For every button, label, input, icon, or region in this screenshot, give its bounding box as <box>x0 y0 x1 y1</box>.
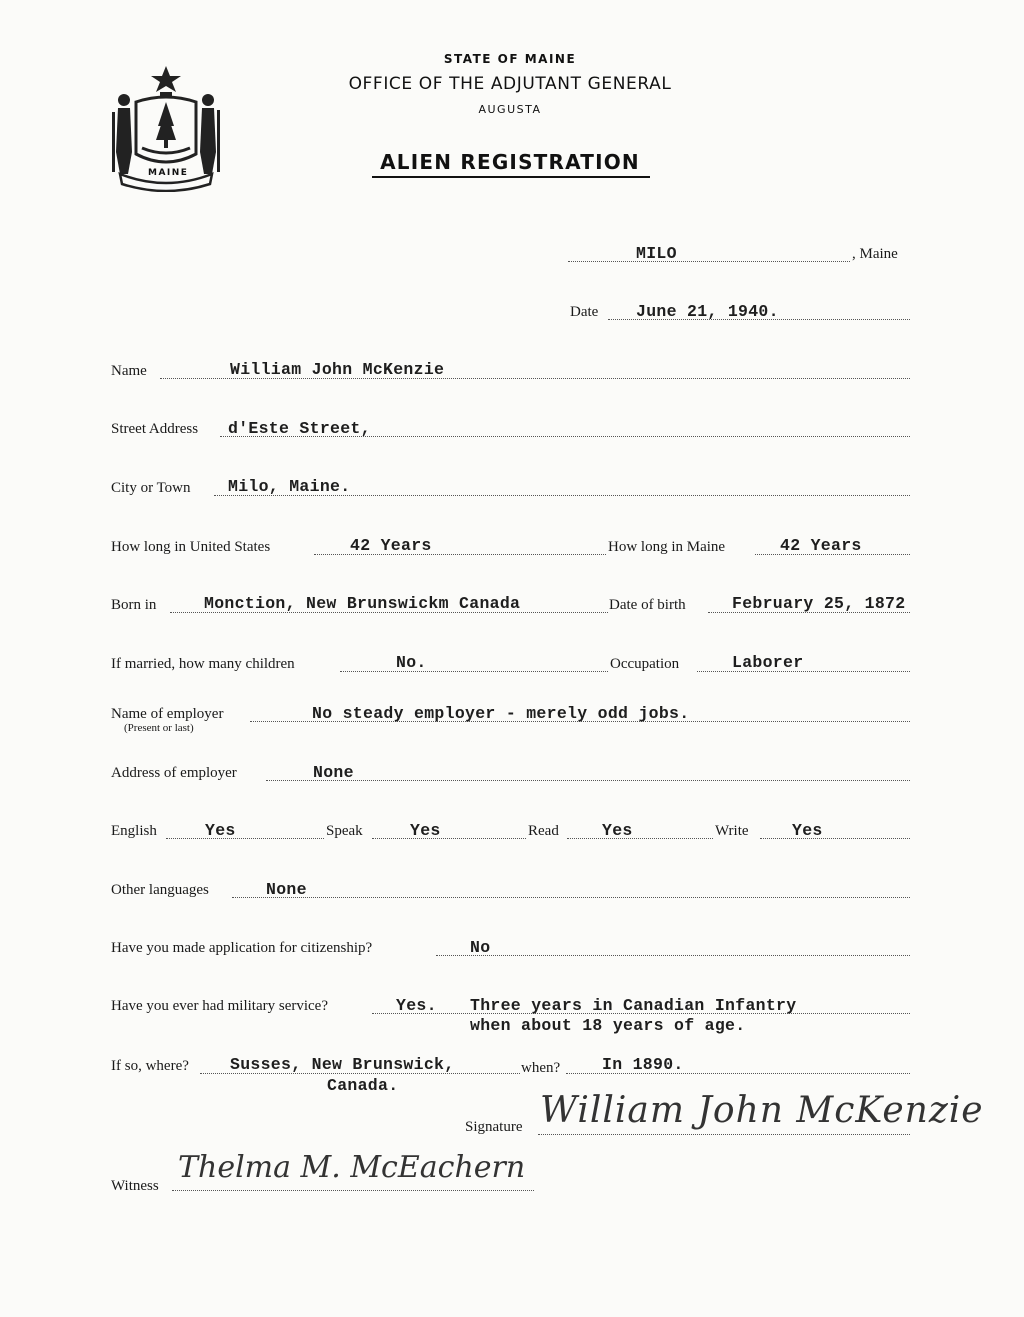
signature-label: Signature <box>465 1119 523 1135</box>
employer-sublabel: (Present or last) <box>124 722 194 734</box>
other-languages-value: None <box>266 880 307 899</box>
employer-address-value: None <box>313 763 354 782</box>
read-value: Yes <box>602 821 633 840</box>
write-label: Write <box>715 823 749 839</box>
witness-dots <box>172 1190 534 1191</box>
employer-address-label: Address of employer <box>111 765 237 781</box>
write-value: Yes <box>792 821 823 840</box>
read-dots <box>567 838 713 839</box>
office-heading: OFFICE OF THE ADJUTANT GENERAL <box>348 74 672 94</box>
other-languages-dots <box>232 897 910 898</box>
where-value-line2: Canada. <box>327 1076 399 1095</box>
city-label: City or Town <box>111 480 191 496</box>
dob-value: February 25, 1872 <box>732 594 906 613</box>
children-label: If married, how many children <box>111 656 295 672</box>
military-label: Have you ever had military service? <box>111 998 328 1014</box>
signature-value: William John McKenzie <box>540 1090 984 1131</box>
witness-value: Thelma M. McEachern <box>178 1150 526 1185</box>
signature-dots <box>538 1134 910 1135</box>
speak-label: Speak <box>326 823 363 839</box>
title-underline <box>372 176 650 178</box>
employer-address-dots <box>266 780 910 781</box>
when-label: when? <box>521 1060 561 1076</box>
city-heading: AUGUSTA <box>478 103 542 116</box>
where-value-line1: Susses, New Brunswick, <box>230 1055 455 1074</box>
born-value: Monction, New Brunswickm Canada <box>204 594 521 613</box>
us-value: 42 Years <box>350 536 432 555</box>
other-languages-label: Other languages <box>111 882 209 898</box>
street-value: d'Este Street, <box>228 419 371 438</box>
citizenship-dots <box>436 955 910 956</box>
town-dots <box>568 261 850 262</box>
occupation-dots <box>697 671 910 672</box>
date-label: Date <box>570 304 599 320</box>
form-title: ALIEN REGISTRATION <box>380 150 640 174</box>
write-dots <box>760 838 910 839</box>
children-value: No. <box>396 653 427 672</box>
seal-scroll-text: MAINE <box>148 168 189 178</box>
english-label: English <box>111 823 157 839</box>
when-value: In 1890. <box>602 1055 684 1074</box>
town-value: MILO <box>636 244 677 263</box>
us-label: How long in United States <box>111 539 271 555</box>
military-detail-line1: Three years in Canadian Infantry <box>470 996 797 1015</box>
where-label: If so, where? <box>111 1058 189 1074</box>
date-value: June 21, 1940. <box>636 302 779 321</box>
name-value: William John McKenzie <box>230 360 445 379</box>
read-label: Read <box>528 823 559 839</box>
street-label: Street Address <box>111 421 199 437</box>
employer-value: No steady employer - merely odd jobs. <box>312 704 690 723</box>
maine-value: 42 Years <box>780 536 862 555</box>
english-value: Yes <box>205 821 236 840</box>
witness-label: Witness <box>111 1178 159 1194</box>
occupation-value: Laborer <box>732 653 804 672</box>
children-dots <box>340 671 608 672</box>
citizenship-label: Have you made application for citizenship? <box>111 940 373 956</box>
state-suffix: , Maine <box>852 246 898 262</box>
military-detail-line2: when about 18 years of age. <box>470 1016 746 1035</box>
born-label: Born in <box>111 597 157 613</box>
maine-label: How long in Maine <box>608 539 726 555</box>
military-answer: Yes. <box>396 996 437 1015</box>
english-dots <box>166 838 324 839</box>
city-value: Milo, Maine. <box>228 477 351 496</box>
occupation-label: Occupation <box>610 656 680 672</box>
speak-dots <box>372 838 526 839</box>
citizenship-value: No <box>470 938 491 957</box>
state-heading: STATE OF MAINE <box>443 52 577 66</box>
speak-value: Yes <box>410 821 441 840</box>
name-label: Name <box>111 363 147 379</box>
dob-label: Date of birth <box>609 597 686 613</box>
employer-label: Name of employer <box>111 706 224 722</box>
